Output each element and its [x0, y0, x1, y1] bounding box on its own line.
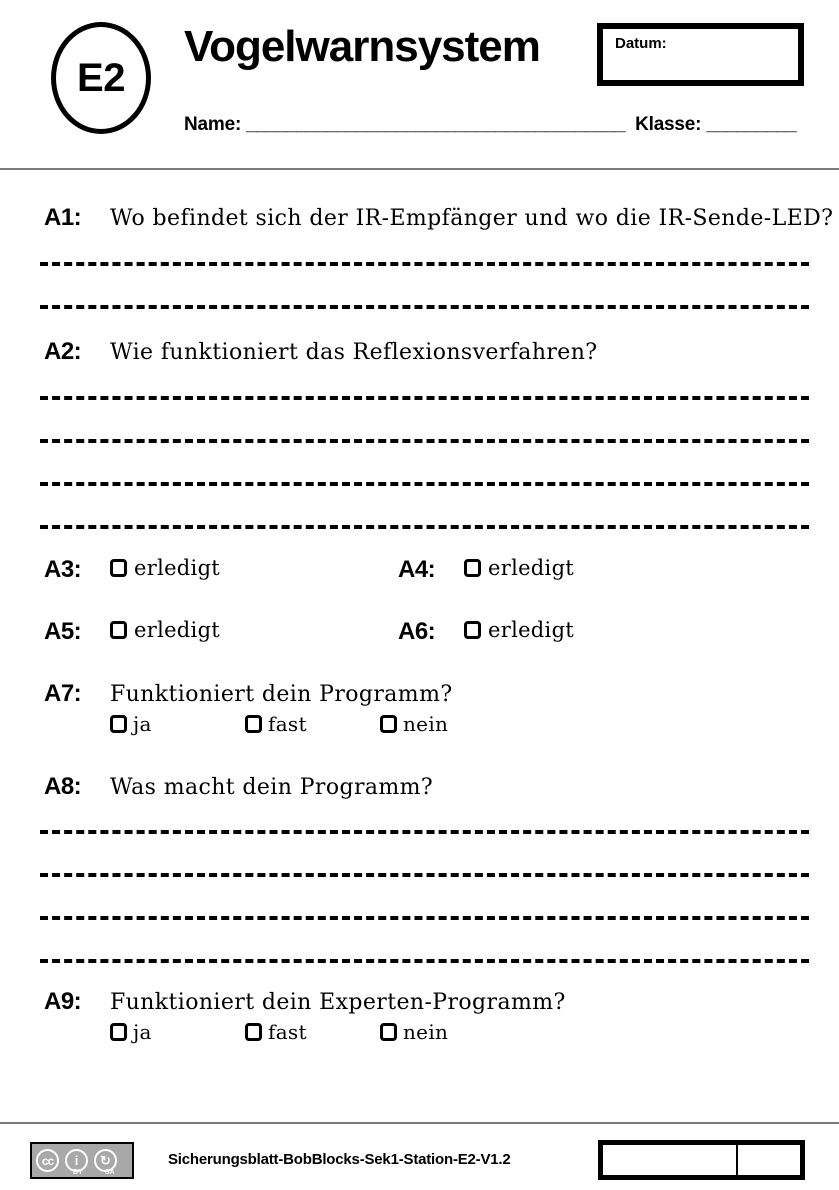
question-row-a9	[44, 988, 566, 1016]
name-field-label: Name:	[184, 114, 242, 135]
cc-sa-label: SA	[105, 1169, 115, 1176]
checkbox-label-a5: erledigt	[134, 618, 221, 642]
answer-line[interactable]	[40, 959, 809, 963]
checkbox-icon[interactable]	[380, 1023, 397, 1041]
answer-line[interactable]	[40, 396, 809, 400]
checkbox-icon[interactable]	[464, 559, 481, 577]
question-row-a1	[44, 204, 833, 232]
option-row-a9	[110, 1020, 515, 1044]
checkbox-icon[interactable]	[110, 621, 127, 639]
question-label-a3: A3:	[44, 556, 82, 583]
page-header	[0, 0, 839, 168]
question-row-a3	[44, 556, 220, 584]
question-label-a7: A7:	[44, 680, 82, 707]
checkbox-group-a6[interactable]	[464, 618, 574, 642]
footer-stamp-boxes[interactable]	[598, 1140, 805, 1180]
option-label: nein	[403, 1020, 449, 1044]
cc-by-label: BY	[73, 1169, 83, 1176]
question-row-a6	[398, 618, 574, 646]
question-row-a8	[44, 773, 433, 801]
checkbox-group-a4[interactable]	[464, 556, 574, 580]
question-row-a2	[44, 338, 598, 366]
question-row-a4	[398, 556, 574, 584]
checkbox-label-a3: erledigt	[134, 556, 221, 580]
answer-line[interactable]	[40, 439, 809, 443]
date-field-box[interactable]	[597, 23, 804, 86]
checkbox-label-a4: erledigt	[488, 556, 575, 580]
option-label: nein	[403, 712, 449, 736]
checkbox-icon[interactable]	[380, 715, 397, 733]
checkbox-icon[interactable]	[245, 715, 262, 733]
question-label-a4: A4:	[398, 556, 436, 583]
creative-commons-badge[interactable]	[30, 1142, 134, 1179]
class-field-input[interactable]: _________	[706, 114, 797, 135]
question-label-a6: A6:	[398, 618, 436, 645]
question-label-a8: A8:	[44, 773, 82, 800]
checkbox-icon[interactable]	[110, 715, 127, 733]
option-label: ja	[133, 1020, 152, 1044]
answer-line[interactable]	[40, 262, 809, 266]
question-label-a9: A9:	[44, 988, 82, 1015]
question-text-a1: Wo befindet sich der IR-Empfänger und wo die IR-Sende-LED?	[110, 206, 834, 231]
option-a7-nein[interactable]	[380, 712, 515, 736]
document-id: Sicherungsblatt-BobBlocks-Sek1-Station-E2-V1.2	[168, 1151, 511, 1168]
checkbox-icon[interactable]	[110, 559, 127, 577]
option-label: ja	[133, 712, 152, 736]
page-title: Vogelwarnsystem	[184, 22, 540, 71]
answer-line[interactable]	[40, 830, 809, 834]
cc-sa-icon: ↻	[94, 1149, 117, 1172]
cc-by-icon: i	[65, 1149, 88, 1172]
date-field-label: Datum:	[615, 35, 667, 52]
station-badge	[51, 22, 151, 134]
page-footer	[0, 1122, 839, 1190]
question-row-a5	[44, 618, 220, 646]
checkbox-icon[interactable]	[464, 621, 481, 639]
answer-line[interactable]	[40, 916, 809, 920]
option-a9-ja[interactable]	[110, 1020, 245, 1044]
checkbox-group-a5[interactable]	[110, 618, 220, 642]
option-row-a7	[110, 712, 515, 736]
option-a9-nein[interactable]	[380, 1020, 515, 1044]
question-text-a7: Funktioniert dein Programm?	[110, 682, 453, 707]
answer-line[interactable]	[40, 525, 809, 529]
name-field-input[interactable]: ______________________________________	[246, 114, 625, 135]
question-row-a7	[44, 680, 453, 708]
checkbox-icon[interactable]	[110, 1023, 127, 1041]
checkbox-label-a6: erledigt	[488, 618, 575, 642]
name-class-row	[184, 114, 801, 136]
footer-stamp-box-right[interactable]	[738, 1145, 800, 1175]
question-label-a2: A2:	[44, 338, 82, 365]
cc-icon: cc	[36, 1149, 59, 1172]
answer-line[interactable]	[40, 305, 809, 309]
answer-line[interactable]	[40, 482, 809, 486]
option-a7-ja[interactable]	[110, 712, 245, 736]
question-label-a1: A1:	[44, 204, 82, 231]
answer-line[interactable]	[40, 873, 809, 877]
question-text-a2: Wie funktioniert das Reflexionsverfahren?	[110, 340, 598, 365]
checkbox-group-a3[interactable]	[110, 556, 220, 580]
option-a7-fast[interactable]	[245, 712, 380, 736]
question-label-a5: A5:	[44, 618, 82, 645]
question-text-a8: Was macht dein Programm?	[110, 775, 434, 800]
option-label: fast	[268, 712, 307, 736]
station-badge-label: E2	[77, 56, 125, 100]
option-a9-fast[interactable]	[245, 1020, 380, 1044]
class-field-label: Klasse:	[635, 114, 702, 135]
header-divider	[0, 168, 839, 170]
checkbox-icon[interactable]	[245, 1023, 262, 1041]
question-text-a9: Funktioniert dein Experten-Programm?	[110, 990, 566, 1015]
option-label: fast	[268, 1020, 307, 1044]
footer-stamp-box-left[interactable]	[603, 1145, 738, 1175]
